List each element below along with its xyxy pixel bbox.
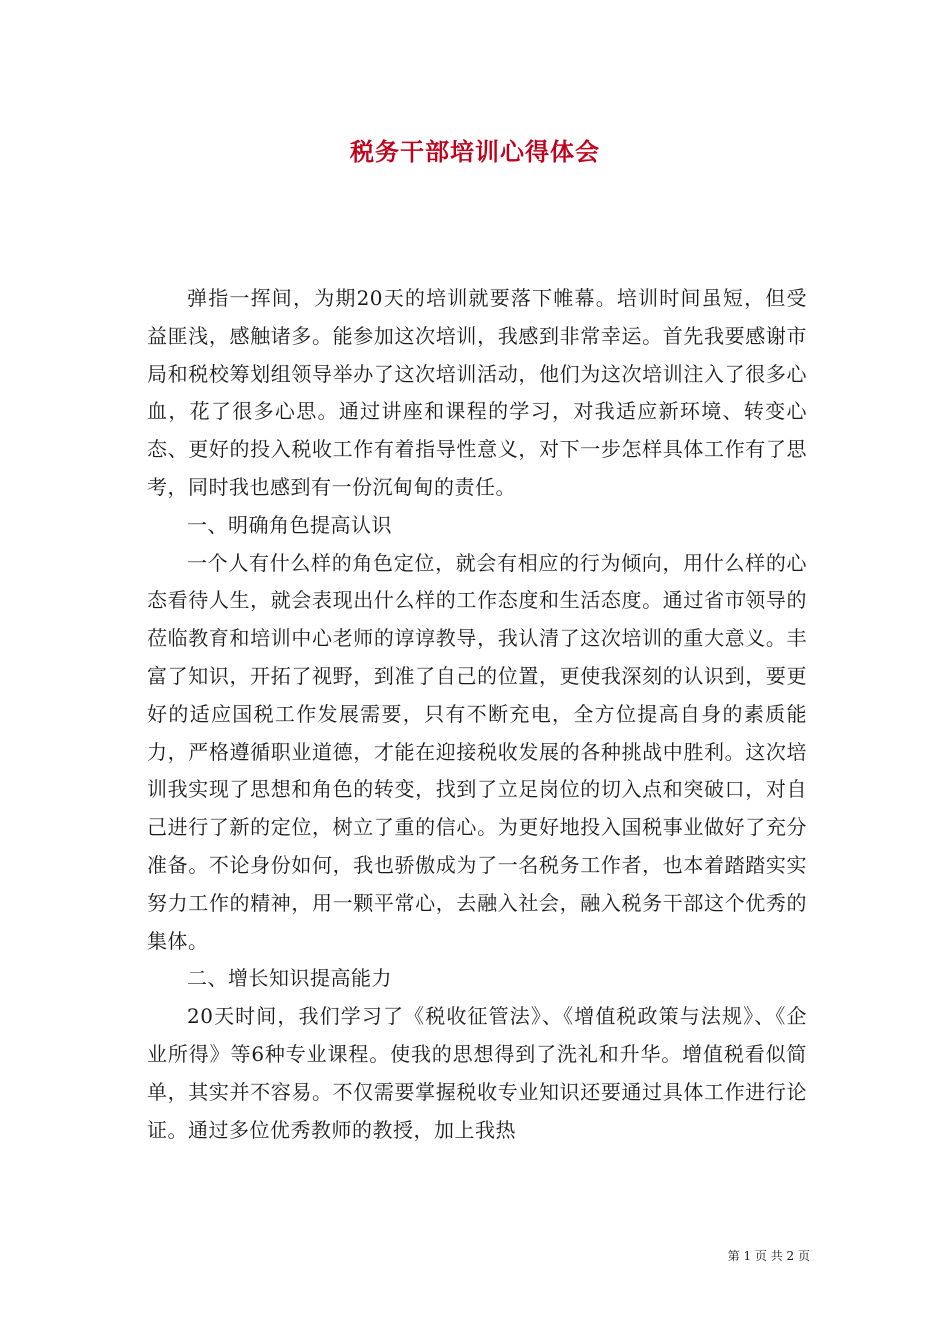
- document-title: 税务干部培训心得体会: [350, 137, 600, 166]
- document-body: [147, 280, 807, 1149]
- section-heading-1: 一、明确角色提高认识: [187, 512, 392, 537]
- section-heading-2: 二、增长知识提高能力: [187, 966, 392, 991]
- paragraph-section-1: 一个人有什么样的角色定位，就会有相应的行为倾向，用什么样的心态看待人生，就会表现出什么样的工作态度和生活态度。通过省市领导的莅临教育和培训中心老师的谆谆教导，我认清了这次培训的重大意义。丰富了知识，开拓了视野，到准了自己的位置，更使我深刻的认识到，要更好的适应国税工作发展需要，只有不断充电，全方位提高自身的素质能力，严格遵循职业道德，才能在迎接税收发展的各种挑战中胜利。这次培训我实现了思想和角色的转变，找到了立足岗位的切入点和突破口，对自己进行了新的定位，树立了重的信心。为更好地投入国税事业做好了充分准备。不论身份如何，我也骄傲成为了一名税务工作者，也本着踏踏实实努力工作的精神，用一颗平常心，去融入社会，融入税务干部这个优秀的集体。: [147, 550, 807, 953]
- page-number-footer: 第 1 页 共 2 页: [727, 1249, 810, 1263]
- paragraph-section-2: 20天时间，我们学习了《税收征管法》、《增值税政策与法规》、《企业所得》等6种专业课程。使我的思想得到了洗礼和升华。增值税看似简单，其实并不容易。不仅需要掌握税收专业知识还要通过具体工作进行论证。通过多位优秀教师的教授，加上我热: [147, 1004, 807, 1142]
- paragraph-intro: 弹指一挥间，为期20天的培训就要落下帷幕。培训时间虽短，但受益匪浅，感触诸多。能参加这次培训，我感到非常幸运。首先我要感谢市局和税校筹划组领导举办了这次培训活动，他们为这次培训注入了很多心血，花了很多心思。通过讲座和课程的学习，对我适应新环境、转变心态、更好的投入税收工作有着指导性意义，对下一步怎样具体工作有了思考，同时我也感到有一份沉甸甸的责任。: [147, 286, 807, 499]
